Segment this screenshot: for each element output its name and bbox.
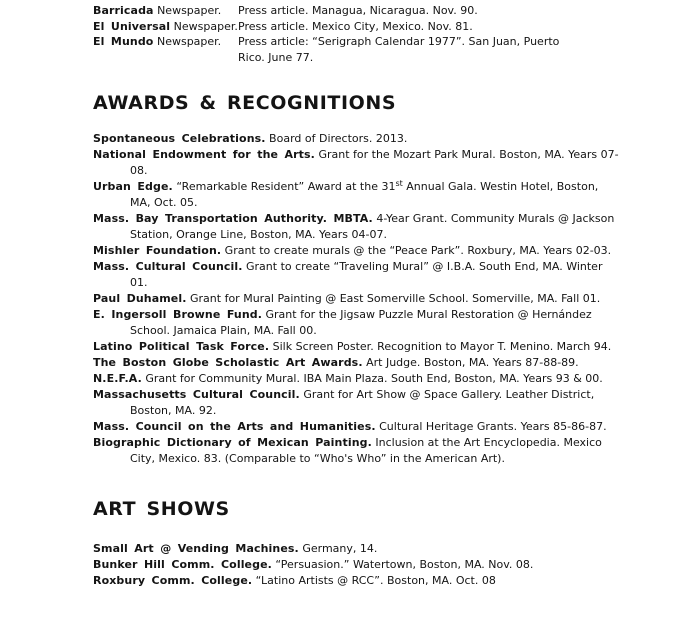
award-desc: Grant for Mural Painting @ East Somerville School. Somerville, MA. Fall 01. <box>186 292 601 305</box>
press-source-rest: Newspaper. <box>153 35 222 48</box>
press-row <box>93 19 620 35</box>
award-desc: Cultural Heritage Grants. Years 85-86-87. <box>375 420 607 433</box>
award-entry <box>93 355 620 371</box>
award-entry <box>93 211 620 243</box>
award-desc: Annual Gala. Westin Hotel, Boston, MA, Oct. 05. <box>130 180 599 209</box>
awards-list <box>93 131 620 467</box>
art-shows-heading: ART SHOWS <box>93 498 230 520</box>
award-entry <box>93 291 620 307</box>
award-entry <box>93 243 620 259</box>
press-source <box>93 34 238 50</box>
art-show-entry <box>93 557 620 573</box>
award-desc: Grant for the Jigsaw Puzzle Mural Restoration @ Hernández School. Jamaica Plain, MA. Fall 00. <box>130 308 592 337</box>
art-show-entry <box>93 541 620 557</box>
award-name: Urban Edge. <box>93 180 173 193</box>
press-row <box>93 34 620 65</box>
award-name: Massachusetts Cultural Council. <box>93 388 300 401</box>
award-name: N.E.F.A. <box>93 372 142 385</box>
awards-heading: AWARDS & RECOGNITIONS <box>93 92 397 114</box>
press-list <box>93 3 620 65</box>
press-source <box>93 3 238 19</box>
award-name: Mass. Cultural Council. <box>93 260 243 273</box>
award-name: E. Ingersoll Browne Fund. <box>93 308 263 321</box>
award-entry <box>93 307 620 339</box>
art-show-name: Roxbury Comm. College. <box>93 574 253 587</box>
art-shows-list <box>93 541 620 589</box>
press-source-bold: Barricada <box>93 4 154 17</box>
award-entry <box>93 435 620 467</box>
press-source <box>93 19 238 35</box>
award-desc: Art Judge. Boston, MA. Years 87-88-89. <box>362 356 579 369</box>
press-row <box>93 3 620 19</box>
award-desc: Inclusion at the Art Encyclopedia. Mexico City, Mexico. 83. (Comparable to “Who's Who” in the American Art). <box>130 436 602 465</box>
award-name: Mass. Council on the Arts and Humanities. <box>93 420 376 433</box>
award-entry <box>93 339 620 355</box>
award-desc: Grant for Community Mural. IBA Main Plaza. South End, Boston, MA. Years 93 & 00. <box>141 372 603 385</box>
award-desc: “Remarkable Resident” Award at the 31 <box>172 180 396 193</box>
award-name: Spontaneous Celebrations. <box>93 132 266 145</box>
award-desc: 4-Year Grant. Community Murals @ Jackson Station, Orange Line, Boston, MA. Years 04-07. <box>130 212 615 241</box>
art-show-desc: “Latino Artists @ RCC”. Boston, MA. Oct. 08 <box>252 574 496 587</box>
award-name: The Boston Globe Scholastic Art Awards. <box>93 356 363 369</box>
press-description: Press article. Managua, Nicaragua. Nov. 90. <box>238 4 478 17</box>
award-name: Biographic Dictionary of Mexican Painting. <box>93 436 372 449</box>
award-name: Mass. Bay Transportation Authority. MBTA. <box>93 212 373 225</box>
award-entry <box>93 179 620 211</box>
press-description: Press article: “Serigraph Calendar 1977”. San Juan, Puerto Rico. June 77. <box>238 35 560 64</box>
press-source-rest: Newspaper. <box>153 4 222 17</box>
art-show-name: Small Art @ Vending Machines. <box>93 542 299 555</box>
art-show-name: Bunker Hill Comm. College. <box>93 558 272 571</box>
award-name: Latino Political Task Force. <box>93 340 270 353</box>
press-source-bold: El Universal <box>93 19 171 33</box>
award-entry <box>93 387 620 419</box>
award-entry <box>93 147 620 179</box>
award-desc: Grant to create “Traveling Mural” @ I.B.A. South End, MA. Winter 01. <box>130 260 603 289</box>
art-show-desc: Germany, 14. <box>298 542 378 555</box>
award-name: Paul Duhamel. <box>93 292 187 305</box>
award-desc: Silk Screen Poster. Recognition to Mayor T. Menino. March 94. <box>269 340 612 353</box>
award-name: Mishler Foundation. <box>93 244 222 257</box>
award-entry <box>93 371 620 387</box>
ordinal-superscript: st <box>395 179 403 189</box>
award-desc: Grant for the Mozart Park Mural. Boston, MA. Years 07-08. <box>130 148 619 177</box>
award-desc: Grant to create murals @ the “Peace Park”. Roxbury, MA. Years 02-03. <box>221 244 612 257</box>
award-entry <box>93 259 620 291</box>
press-source-bold: El Mundo <box>93 35 154 48</box>
award-desc: Grant for Art Show @ Space Gallery. Leather District, Boston, MA. 92. <box>130 388 595 417</box>
award-name: National Endowment for the Arts. <box>93 148 315 161</box>
award-entry <box>93 419 620 435</box>
press-description: Press article. Mexico City, Mexico. Nov. 81. <box>238 19 473 33</box>
art-show-desc: “Persuasion.” Watertown, Boston, MA. Nov. 08. <box>271 558 534 571</box>
press-source-rest: Newspaper. <box>170 19 238 33</box>
award-entry <box>93 131 620 147</box>
art-show-entry <box>93 573 620 589</box>
award-desc: Board of Directors. 2013. <box>265 132 408 145</box>
